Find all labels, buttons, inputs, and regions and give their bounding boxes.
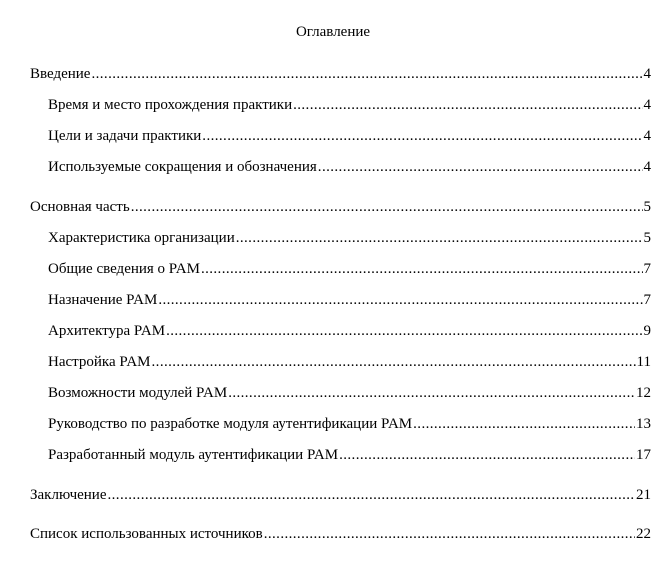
toc-dot-leader: [413, 414, 635, 434]
toc-page-number: 13: [636, 416, 651, 432]
toc-entry-pam-setup[interactable]: [48, 352, 651, 372]
toc-entry-label: Введение: [30, 66, 91, 82]
toc-page-number: 5: [643, 199, 651, 215]
toc-dot-leader: [264, 524, 635, 544]
toc-page-number: 22: [636, 526, 651, 542]
toc-page-number: 21: [636, 487, 651, 503]
toc-entry-label: Основная часть: [30, 199, 130, 215]
toc-dot-leader: [201, 259, 643, 279]
toc-entry-references[interactable]: [30, 524, 651, 544]
toc-entry-label: Список использованных источников: [30, 526, 263, 542]
toc-dot-leader: [158, 290, 642, 310]
toc-entry-pam-architecture[interactable]: [48, 321, 651, 341]
toc-entry-label: Характеристика организации: [48, 230, 235, 246]
toc-dot-leader: [318, 157, 643, 177]
toc-entry-pam-modules[interactable]: [48, 383, 651, 403]
toc-entry-pam-purpose[interactable]: [48, 290, 651, 310]
toc-entry-label: Назначение PAM: [48, 292, 158, 308]
toc-entry-main-part[interactable]: [30, 197, 651, 217]
toc-entry-conclusion[interactable]: [30, 485, 651, 505]
toc-entry-pam-dev-guide[interactable]: [48, 414, 651, 434]
toc-dot-leader: [131, 197, 643, 217]
toc-entry-label: Время и место прохождения практики: [48, 97, 293, 113]
toc-page-number: 7: [643, 261, 651, 277]
toc-dot-leader: [91, 64, 642, 84]
toc-dot-leader: [152, 352, 636, 372]
toc-dot-leader: [236, 228, 643, 248]
toc-entry-introduction[interactable]: [30, 64, 651, 84]
toc-entry-time-place[interactable]: [48, 95, 651, 115]
toc-entry-label: Руководство по разработке модуля аутентификации PAM: [48, 416, 413, 432]
toc-page-number: 4: [643, 97, 651, 113]
toc-page-number: 9: [643, 323, 651, 339]
toc-page-number: 11: [636, 354, 651, 370]
toc-page-number: 17: [636, 447, 651, 463]
toc-page-number: 4: [643, 159, 651, 175]
toc-dot-leader: [166, 321, 642, 341]
toc-entry-label: Разработанный модуль аутентификации PAM: [48, 447, 339, 463]
toc-dot-leader: [228, 383, 635, 403]
toc-entry-label: Возможности модулей PAM: [48, 385, 228, 401]
toc-entry-organization[interactable]: [48, 228, 651, 248]
toc-page-number: 4: [643, 66, 651, 82]
toc-title: Оглавление: [295, 24, 371, 40]
toc-entry-label: Используемые сокращения и обозначения: [48, 159, 317, 175]
toc-page-number: 12: [636, 385, 651, 401]
toc-entry-goals[interactable]: [48, 126, 651, 146]
toc-dot-leader: [293, 95, 642, 115]
toc-page-number: 4: [643, 128, 651, 144]
toc-dot-leader: [108, 485, 636, 505]
toc-dot-leader: [339, 445, 635, 465]
toc-entry-label: Архитектура PAM: [48, 323, 166, 339]
toc-entry-label: Цели и задачи практики: [48, 128, 202, 144]
toc-entry-pam-developed-module[interactable]: [48, 445, 651, 465]
toc-dot-leader: [202, 126, 642, 146]
toc-entry-label: Заключение: [30, 487, 107, 503]
toc-entry-label: Настройка PAM: [48, 354, 151, 370]
toc-entry-label: Общие сведения о PAM: [48, 261, 200, 277]
toc-page-number: 7: [643, 292, 651, 308]
toc-entry-pam-overview[interactable]: [48, 259, 651, 279]
toc-page-number: 5: [643, 230, 651, 246]
toc-entry-abbreviations[interactable]: [48, 157, 651, 177]
